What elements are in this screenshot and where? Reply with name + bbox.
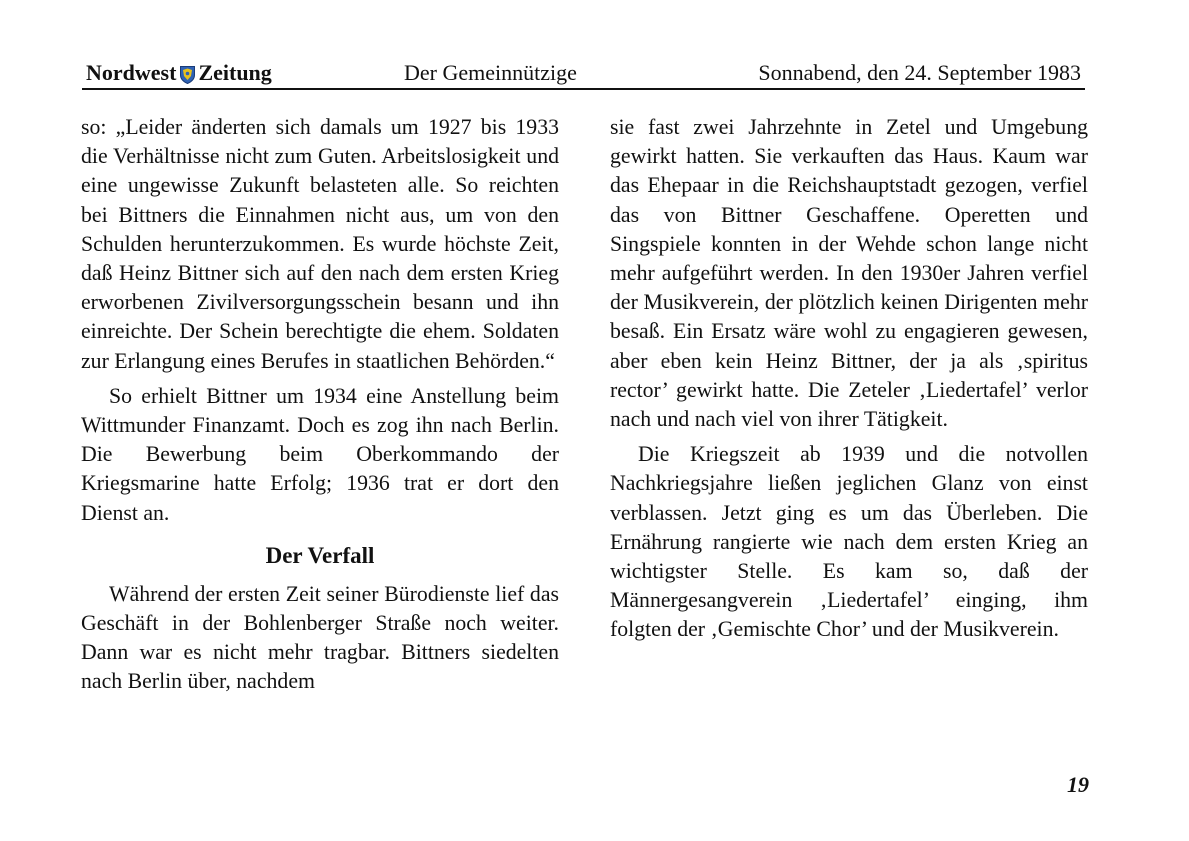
newspaper-masthead <box>86 60 272 86</box>
crest-icon <box>180 64 195 82</box>
left-paragraph-1: so: „Leider änderten sich damals um 1927 bis 1933 die Verhältnisse nicht zum Guten. Arbeitslosigkeit und eine ungewisse Zukunft belasteten alle. So reichten bei Bittners die Einnahmen nicht aus, um von den Schulden herunterzukommen. Es wurde höchste Zeit, daß Heinz Bittner sich auf den nach dem ersten Krieg erworbenen Zivilversorgungsschein besann und ihn einreichte. Der Schein berechtigte die ehem. Soldaten zur Erlangung eines Berufes in staatlichen Behörden.“ <box>81 115 559 373</box>
left-paragraph-2: So erhielt Bittner um 1934 eine Anstellung beim Wittmunder Finanzamt. Doch es zog ihn nach Berlin. Die Bewerbung beim Oberkommando der Kriegsmarine hatte Erfolg; 1936 trat er dort den Dienst an. <box>81 383 559 525</box>
header-section-title: Der Gemeinnützige <box>404 60 577 85</box>
left-column <box>81 113 559 697</box>
right-column <box>610 113 1088 645</box>
section-heading: Der Verfall <box>265 542 375 568</box>
header-date: Sonnabend, den 24. September 1983 <box>758 60 1081 85</box>
masthead-brand-right: Zeitung <box>198 60 272 85</box>
right-paragraph-1: sie fast zwei Jahrzehnte in Zetel und Umgebung gewirkt hatten. Sie verkauften das Haus. Kaum war das Ehepaar in die Reichshauptstadt gezogen, verfiel das von Bittner Geschaffene. Operetten und Singspiele konnten in der Wehde schon lange nicht mehr aufgeführt werden. In den 1930er Jahren verfiel der Musikverein, der plötzlich keinen Dirigenten mehr besaß. Ein Ersatz wäre wohl zu engagieren gewesen, aber eben kein Heinz Bittner, der ja als ‚spiritus rector’ gewirkt hatte. Die Zeteler ‚Liedertafel’ verlor nach und nach viel von ihrer Tätigkeit. <box>610 115 1088 432</box>
right-paragraph-2: Die Kriegszeit ab 1939 und die notvollen Nachkriegsjahre ließen jeglichen Glanz von einst verblassen. Jetzt ging es um das Überleben. Die Ernährung rangierte wie nach dem ersten Krieg an wichtigster Stelle. Es kam so, daß der Männergesangverein ‚Liedertafel’ einging, ihm folgten der ‚Gemischte Chor’ und der Musikverein. <box>610 442 1088 642</box>
page-header <box>82 56 1085 90</box>
left-paragraph-3: Während der ersten Zeit seiner Bürodienste lief das Geschäft in der Bohlenberger Straße noch weiter. Dann war es nicht mehr tragbar. Bittners siedelten nach Berlin über, nachdem <box>81 581 559 694</box>
page-number: 19 <box>1067 772 1089 797</box>
masthead-brand-left: Nordwest <box>86 60 177 85</box>
